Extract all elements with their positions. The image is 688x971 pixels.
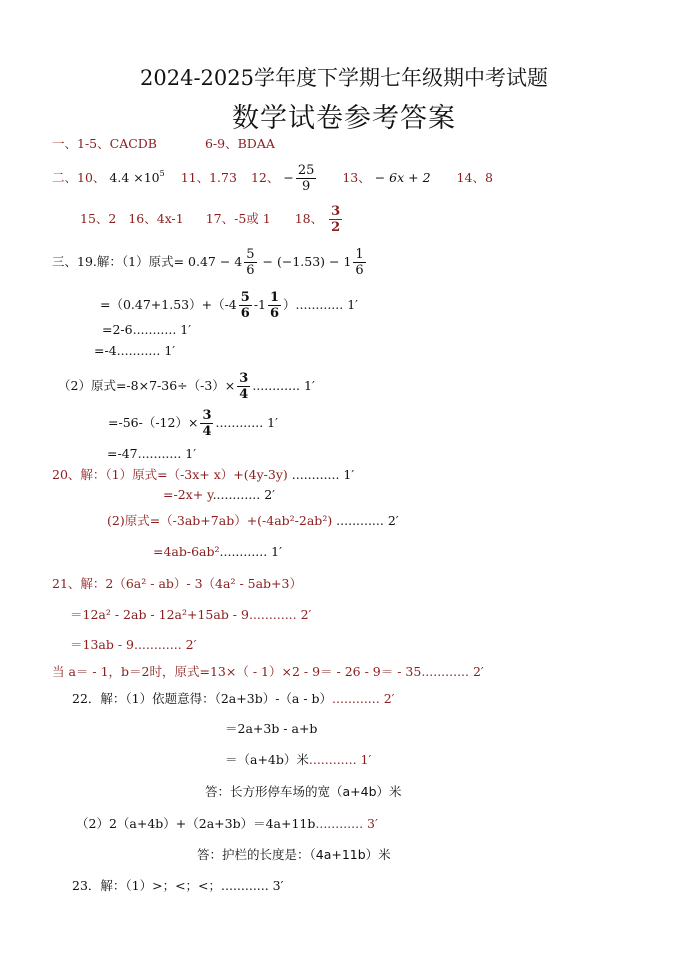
q20-line3: (2)原式=（-3ab+7ab）+(-4ab²-2ab²) ............ 2′ [107,513,399,528]
q19-step3: =-4........... 1′ [94,343,176,358]
q19-part2-step1: =-56-（-12）× $\frac{3}{4}$ ............ 1′ [108,408,278,439]
q13-answer: − 6x + 2 [374,170,431,185]
q22-answer1: 答：长方形停车场的宽（a+4b）米 [205,784,402,799]
q12-answer: − $\frac{25}{9}$ [283,163,315,194]
q19-line1: 三、19.解：（1）原式= 0.47 − 4 $\frac{5}{6}$ − (−1.53) − 1 $\frac{1}{6}$ [52,247,364,278]
section2-line1: 二、10、 $4.4 \times 10^5$ 11、1.73 12、 − $\frac{25}{9}$ 13、 − 6x + 2 14、8 [52,163,493,194]
exam-title: 2024-2025学年度下学期七年级期中考试题 [140,66,548,90]
q22-line2: ＝2a+3b - a+b [225,721,318,736]
q22-line1: 22．解：（1）依题意得：（2a+3b）-（a - b）............ 2′ [72,691,395,706]
section1-answers: 一、1-5、CACDB 6-9、BDAA [52,136,275,151]
q21-line2: ＝12a² - 2ab - 12a²+15ab - 9............ 2′ [70,607,312,622]
q22-answer2: 答：护栏的长度是：（4a+11b）米 [197,847,391,862]
answer-key-subtitle: 数学试卷参考答案 [232,103,456,134]
q18-fraction: $\frac{3}{2}$ [331,204,341,235]
q10-answer: $4.4 \times 10^5$ [109,169,165,185]
q19-step2: =2-6........... 1′ [102,322,192,337]
q20-line1: 20、解：（1）原式=（-3x+ x）+(4y-3y) ............ 1′ [52,467,355,482]
q19-part2: （2）原式=-8×7-36÷（-3）× $\frac{3}{4}$ ............ 1′ [58,371,315,402]
q19-step1: =（0.47+1.53）+（-4 $\frac{5}{6}$ -1 $\frac{1}{6}$ ）............ 1′ [100,290,358,321]
q22-line3: ＝（a+4b）米............ 1′ [225,752,372,767]
section2-line2: 15、2 16、4x-1 17、-5或 1 18、 $\frac{3}{2}$ [80,204,341,235]
q21-line3: ＝13ab - 9............ 2′ [70,637,197,652]
q21-line1: 21、解：2（6a² - ab）- 3（4a² - 5ab+3） [52,576,302,591]
q20-line4: =4ab-6ab²............ 1′ [153,544,282,559]
q20-line2: =-2x+ y............ 2′ [163,487,276,502]
q21-line4: 当 a＝ - 1，b＝2时，原式=13×（ - 1）×2 - 9＝ - 26 - 9＝ - 35............ 2′ [52,664,484,679]
q19-part2-step2: =-47........... 1′ [107,446,197,461]
q23-line1: 23．解：（1）>；<；<；............ 3′ [72,878,284,893]
q22-line5: （2）2（a+4b）+（2a+3b）＝4a+11b............ 3′ [76,816,378,831]
